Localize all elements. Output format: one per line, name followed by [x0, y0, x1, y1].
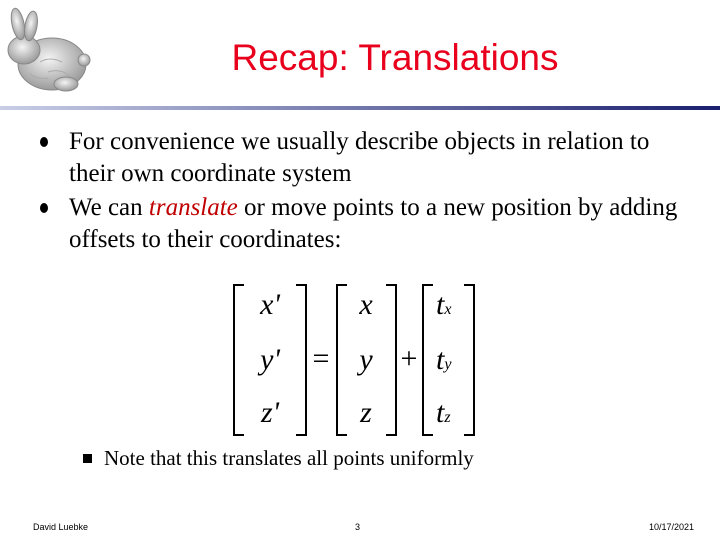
matrix-cell: y'	[260, 343, 280, 376]
translation-equation	[230, 282, 480, 438]
bullet-text: For convenience we usually describe objects in relation to their own coordinate system	[69, 128, 650, 187]
footer-date: 10/17/2021	[648, 522, 694, 532]
bullet-dot-icon	[40, 137, 48, 147]
footer-page-number: 3	[355, 522, 361, 532]
bullet-text-post: or move points to a new position by adding offsets to their coordinates:	[69, 194, 678, 253]
matrix-cell: z	[360, 396, 372, 429]
square-bullet-icon	[83, 454, 92, 463]
right-bracket	[296, 285, 306, 435]
plus-sign: +	[400, 342, 418, 375]
right-bracket	[386, 285, 396, 435]
bullet-item	[40, 126, 700, 190]
left-bracket	[337, 285, 347, 435]
bunny-logo-icon	[0, 2, 92, 102]
matrix-cell: tz	[436, 396, 451, 429]
matrix-cell: z'	[260, 396, 280, 429]
bullet-dot-icon	[40, 203, 48, 213]
matrix-cell: tx	[436, 288, 452, 321]
sub-bullet-text: Note that this translates all points uniformly	[104, 446, 474, 470]
left-bracket	[234, 285, 244, 435]
bullet-emphasis: translate	[148, 194, 238, 221]
left-bracket	[423, 285, 433, 435]
matrix-cell: ty	[436, 343, 452, 376]
slide-title: Recap: Translations	[231, 37, 559, 78]
footer-author: David Luebke	[33, 522, 89, 532]
title-divider	[0, 103, 720, 113]
equals-sign: =	[312, 342, 330, 375]
bullet-text-pre: We can	[69, 194, 149, 221]
bullet-item	[40, 192, 700, 256]
matrix-cell: x	[359, 288, 373, 321]
right-bracket	[464, 285, 474, 435]
matrix-cell: y	[359, 343, 373, 376]
bullet-list	[40, 126, 700, 258]
matrix-cell: x'	[260, 288, 280, 321]
